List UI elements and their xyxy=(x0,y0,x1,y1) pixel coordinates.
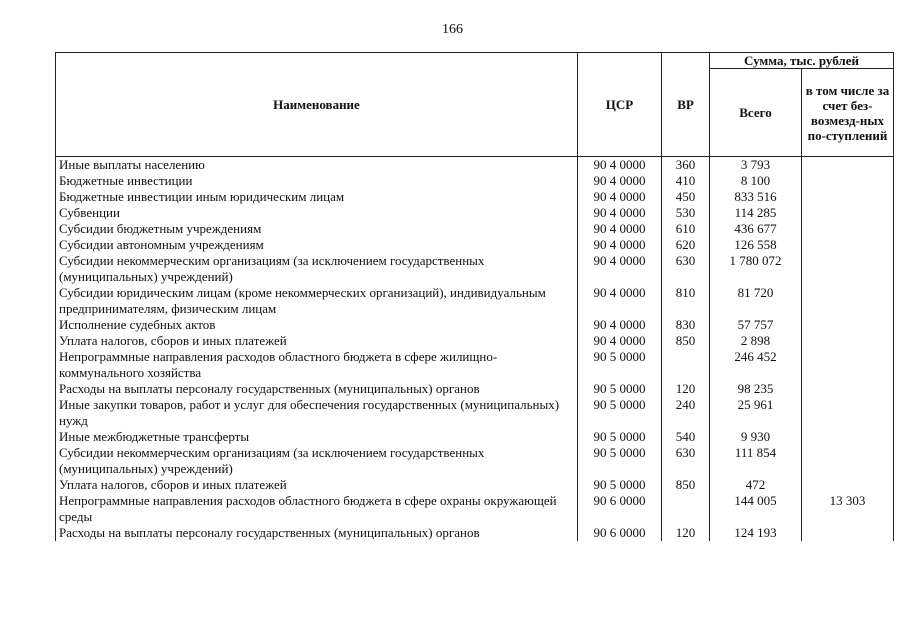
row-gratuitous xyxy=(802,237,894,253)
row-csr: 90 5 0000 xyxy=(578,429,662,445)
row-csr: 90 4 0000 xyxy=(578,157,662,174)
row-vr: 360 xyxy=(662,157,710,174)
header-vr: ВР xyxy=(662,53,710,157)
row-name: Субсидии бюджетным учреждениям xyxy=(56,221,578,237)
row-vr: 810 xyxy=(662,285,710,317)
row-gratuitous xyxy=(802,221,894,237)
row-name: Субсидии некоммерческим организациям (за исключением государственных (муниципальных) учреждений) xyxy=(56,445,578,477)
header-sum-group: Сумма, тыс. рублей xyxy=(710,53,894,69)
row-total: 472 xyxy=(710,477,802,493)
row-name: Уплата налогов, сборов и иных платежей xyxy=(56,333,578,349)
row-total: 25 961 xyxy=(710,397,802,429)
row-total: 1 780 072 xyxy=(710,253,802,285)
row-csr: 90 5 0000 xyxy=(578,349,662,381)
row-vr: 530 xyxy=(662,205,710,221)
table-row xyxy=(56,493,894,525)
row-vr: 410 xyxy=(662,173,710,189)
table-body xyxy=(56,157,894,542)
row-csr: 90 4 0000 xyxy=(578,333,662,349)
row-name: Субсидии некоммерческим организациям (за исключением государственных (муниципальных) учреждений) xyxy=(56,253,578,285)
header-gratuitous: в том числе за счет без-возмезд-ных по-ступлений xyxy=(802,69,894,157)
row-name: Иные закупки товаров, работ и услуг для обеспечения государственных (муниципальных) нужд xyxy=(56,397,578,429)
row-vr: 610 xyxy=(662,221,710,237)
row-gratuitous xyxy=(802,525,894,541)
row-gratuitous xyxy=(802,445,894,477)
table-row xyxy=(56,237,894,253)
row-gratuitous xyxy=(802,189,894,205)
row-vr: 830 xyxy=(662,317,710,333)
row-gratuitous xyxy=(802,381,894,397)
row-total: 3 793 xyxy=(710,157,802,174)
table-row xyxy=(56,205,894,221)
table-row xyxy=(56,157,894,174)
row-name: Бюджетные инвестиции xyxy=(56,173,578,189)
row-total: 111 854 xyxy=(710,445,802,477)
table-row xyxy=(56,285,894,317)
budget-table xyxy=(55,52,894,541)
table-row xyxy=(56,333,894,349)
row-vr: 450 xyxy=(662,189,710,205)
row-gratuitous xyxy=(802,173,894,189)
row-csr: 90 5 0000 xyxy=(578,397,662,429)
row-total: 114 285 xyxy=(710,205,802,221)
row-total: 98 235 xyxy=(710,381,802,397)
table-row xyxy=(56,349,894,381)
row-total: 126 558 xyxy=(710,237,802,253)
table-row xyxy=(56,253,894,285)
row-csr: 90 4 0000 xyxy=(578,285,662,317)
row-total: 81 720 xyxy=(710,285,802,317)
row-gratuitous: 13 303 xyxy=(802,493,894,525)
table-row xyxy=(56,221,894,237)
row-vr: 540 xyxy=(662,429,710,445)
row-total: 9 930 xyxy=(710,429,802,445)
row-vr: 120 xyxy=(662,381,710,397)
row-total: 2 898 xyxy=(710,333,802,349)
row-gratuitous xyxy=(802,397,894,429)
row-vr: 120 xyxy=(662,525,710,541)
table-row xyxy=(56,477,894,493)
row-vr: 620 xyxy=(662,237,710,253)
row-vr xyxy=(662,493,710,525)
table-row xyxy=(56,525,894,541)
row-csr: 90 4 0000 xyxy=(578,317,662,333)
row-name: Субсидии автономным учреждениям xyxy=(56,237,578,253)
row-vr: 240 xyxy=(662,397,710,429)
table-row xyxy=(56,445,894,477)
row-vr: 630 xyxy=(662,445,710,477)
row-gratuitous xyxy=(802,333,894,349)
row-name: Непрограммные направления расходов областного бюджета в сфере жилищно-коммунального хозяйства xyxy=(56,349,578,381)
row-name: Субсидии юридическим лицам (кроме некоммерческих организаций), индивидуальным предпринимателям, физическим лицам xyxy=(56,285,578,317)
row-vr: 850 xyxy=(662,333,710,349)
row-total: 833 516 xyxy=(710,189,802,205)
row-csr: 90 4 0000 xyxy=(578,173,662,189)
row-total: 124 193 xyxy=(710,525,802,541)
row-gratuitous xyxy=(802,205,894,221)
row-gratuitous xyxy=(802,253,894,285)
row-name: Иные выплаты населению xyxy=(56,157,578,174)
row-csr: 90 4 0000 xyxy=(578,205,662,221)
row-total: 57 757 xyxy=(710,317,802,333)
table-row xyxy=(56,317,894,333)
row-csr: 90 4 0000 xyxy=(578,237,662,253)
row-csr: 90 6 0000 xyxy=(578,493,662,525)
header-name: Наименование xyxy=(56,53,578,157)
row-name: Непрограммные направления расходов областного бюджета в сфере охраны окружающей среды xyxy=(56,493,578,525)
row-name: Расходы на выплаты персоналу государственных (муниципальных) органов xyxy=(56,381,578,397)
row-total: 246 452 xyxy=(710,349,802,381)
row-csr: 90 4 0000 xyxy=(578,189,662,205)
row-gratuitous xyxy=(802,429,894,445)
table-row xyxy=(56,173,894,189)
page-number: 166 xyxy=(442,22,463,37)
table-row xyxy=(56,189,894,205)
row-name: Расходы на выплаты персоналу государственных (муниципальных) органов xyxy=(56,525,578,541)
row-vr: 630 xyxy=(662,253,710,285)
row-total: 144 005 xyxy=(710,493,802,525)
row-gratuitous xyxy=(802,477,894,493)
row-gratuitous xyxy=(802,349,894,381)
row-csr: 90 4 0000 xyxy=(578,253,662,285)
row-csr: 90 5 0000 xyxy=(578,445,662,477)
row-name: Уплата налогов, сборов и иных платежей xyxy=(56,477,578,493)
row-name: Субвенции xyxy=(56,205,578,221)
table-row xyxy=(56,429,894,445)
row-gratuitous xyxy=(802,157,894,174)
row-total: 8 100 xyxy=(710,173,802,189)
header-total: Всего xyxy=(710,69,802,157)
row-gratuitous xyxy=(802,317,894,333)
row-name: Бюджетные инвестиции иным юридическим лицам xyxy=(56,189,578,205)
row-csr: 90 5 0000 xyxy=(578,477,662,493)
row-csr: 90 5 0000 xyxy=(578,381,662,397)
row-vr xyxy=(662,349,710,381)
row-total: 436 677 xyxy=(710,221,802,237)
row-vr: 850 xyxy=(662,477,710,493)
row-name: Иные межбюджетные трансферты xyxy=(56,429,578,445)
row-name: Исполнение судебных актов xyxy=(56,317,578,333)
row-csr: 90 4 0000 xyxy=(578,221,662,237)
row-gratuitous xyxy=(802,285,894,317)
row-csr: 90 6 0000 xyxy=(578,525,662,541)
header-csr: ЦСР xyxy=(578,53,662,157)
table-row xyxy=(56,397,894,429)
table-row xyxy=(56,381,894,397)
